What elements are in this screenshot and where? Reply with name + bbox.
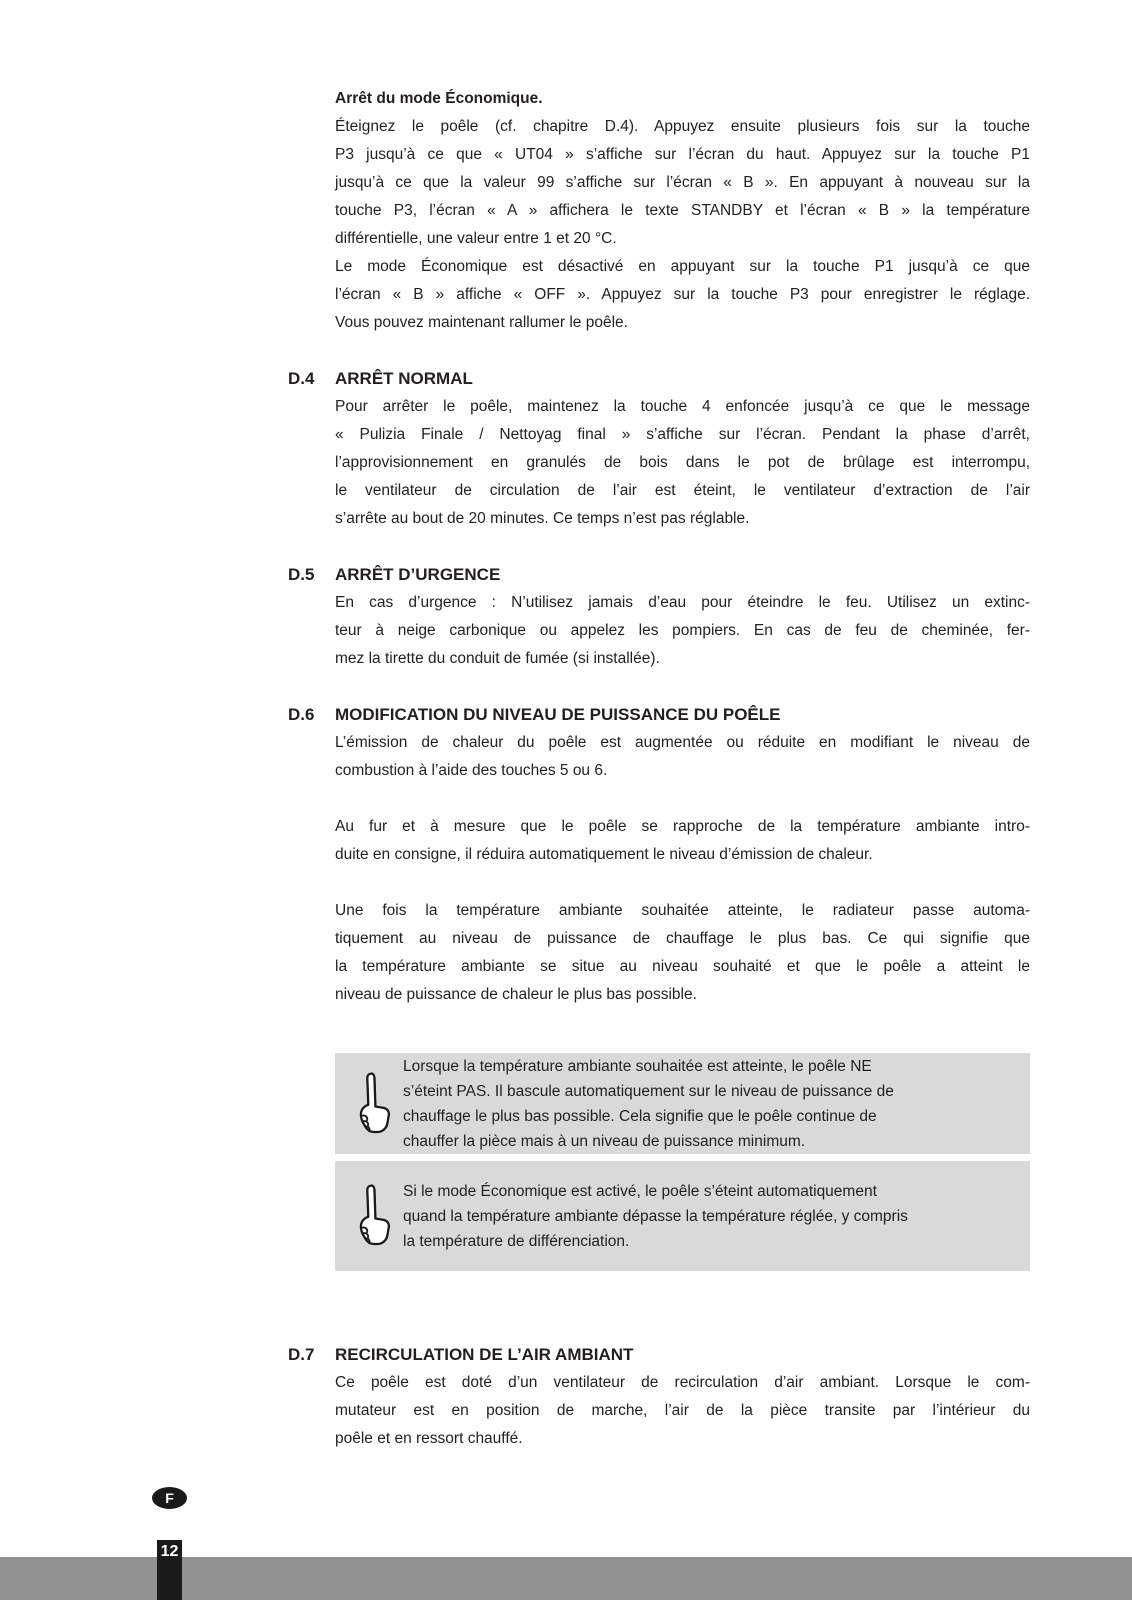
text-line: mez la tirette du conduit de fumée (si installée). [335,650,660,667]
text-line: L’émission de chaleur du poêle est augmentée ou réduite en modifiant le niveau de [335,734,1030,751]
page-number-tab [157,1540,182,1600]
section-heading [288,561,1030,589]
text-line: P3 jusqu’à ce que « UT04 » s’affiche sur l’écran du haut. Appuyez sur la touche P1 [335,146,1030,163]
text-line: chauffage le plus bas possible. Cela signifie que le poêle continue de [403,1107,877,1125]
text-line: s’arrête au bout de 20 minutes. Ce temps n’est pas réglable. [335,510,750,527]
page-number: 12 [160,1543,179,1560]
paragraph [335,1369,1030,1453]
section-d4 [288,365,1030,533]
paragraph [335,393,1030,533]
text-line: quand la température ambiante dépasse la température réglée, y compris [403,1207,908,1225]
text-line: chauffer la pièce mais à un niveau de puissance minimum. [403,1132,806,1150]
section-d5 [288,561,1030,673]
text-line: niveau de puissance de chaleur le plus bas possible. [335,986,697,1003]
text-line: jusqu’à ce que la valeur 99 s’affiche sur l’écran « B ». En appuyant à nouveau sur la [335,174,1030,191]
text-line: Vous pouvez maintenant rallumer le poêle. [335,314,628,331]
paragraph [335,813,1030,869]
text-line: Lorsque la température ambiante souhaitée est atteinte, le poêle NE [403,1057,872,1075]
text-line: Si le mode Économique est activé, le poêle s’éteint automatiquement [403,1182,877,1200]
section-heading [288,1341,1030,1369]
note-box [335,1161,1030,1271]
section-body [288,1369,1030,1453]
note-boxes [288,1053,1030,1271]
text-line: « Pulizia Finale / Nettoyag final » s’affiche sur l’écran. Pendant la phase d’arrêt, [335,426,1030,443]
intro-heading: Arrêt du mode Économique. [335,90,543,107]
text-line: Au fur et à mesure que le poêle se rapproche de la température ambiante intro- [335,818,1030,835]
text-line: En cas d’urgence : N’utilisez jamais d’eau pour éteindre le feu. Utilisez un extinc- [335,594,1030,611]
page-content [288,85,1030,1453]
text-line: mutateur est en position de marche, l’air de la pièce transite par l’intérieur du [335,1402,1030,1419]
text-line: Ce poêle est doté d’un ventilateur de recirculation d’air ambiant. Lorsque le com- [335,1374,1030,1391]
pointing-hand-icon [345,1071,403,1137]
text-line: Pour arrêter le poêle, maintenez la touche 4 enfoncée jusqu’à ce que le message [335,398,1030,415]
text-line: Éteignez le poêle (cf. chapitre D.4). Appuyez ensuite plusieurs fois sur la touche [335,118,1030,135]
note-text [403,1179,1012,1254]
intro-block [288,85,1030,337]
text-line: touche P3, l’écran « A » affichera le texte STANDBY et l’écran « B » la température [335,202,1030,219]
text-line: poêle et en ressort chauffé. [335,1430,523,1447]
note-box [335,1053,1030,1154]
section-heading [288,365,1030,393]
section-label: D.4 [288,369,315,388]
paragraph [335,589,1030,673]
text-line: Le mode Économique est désactivé en appuyant sur la touche P1 jusqu’à ce que [335,258,1030,275]
paragraph [335,897,1030,1009]
section-heading [288,701,1030,729]
paragraph [335,729,1030,785]
section-title: ARRÊT D’URGENCE [335,565,501,584]
text-line: s’éteint PAS. Il bascule automatiquement sur le niveau de puissance de [403,1082,894,1100]
section-title: MODIFICATION DU NIVEAU DE PUISSANCE DU POÊLE [335,705,781,724]
text-line: différentielle, une valeur entre 1 et 20 °C. [335,230,617,247]
language-badge: F [152,1487,187,1509]
text-line: combustion à l’aide des touches 5 ou 6. [335,762,608,779]
paragraph [335,113,1030,253]
text-line: duite en consigne, il réduira automatiquement le niveau d’émission de chaleur. [335,846,873,863]
text-line: le ventilateur de circulation de l’air est éteint, le ventilateur d’extraction de l’air [335,482,1030,499]
section-d6 [288,701,1030,1009]
paragraph [335,253,1030,337]
text-line: l’approvisionnement en granulés de bois dans le pot de brûlage est interrompu, [335,454,1030,471]
section-label: D.6 [288,705,315,724]
text-line: la température de différenciation. [403,1232,630,1250]
text-line: tiquement au niveau de puissance de chauffage le plus bas. Ce qui signifie que [335,930,1030,947]
section-title: RECIRCULATION DE L’AIR AMBIANT [335,1345,634,1364]
section-body [288,393,1030,533]
section-body [288,589,1030,673]
section-body [288,729,1030,1009]
pointing-hand-icon [345,1183,403,1249]
note-text [403,1054,1012,1154]
section-title: ARRÊT NORMAL [335,369,473,388]
text-line: l’écran « B » affiche « OFF ». Appuyez sur la touche P3 pour enregistrer le réglage. [335,286,1030,303]
section-label: D.5 [288,565,315,584]
text-line: Une fois la température ambiante souhaitée atteinte, le radiateur passe automa- [335,902,1030,919]
section-label: D.7 [288,1345,315,1364]
section-d7 [288,1341,1030,1453]
text-line: teur à neige carbonique ou appelez les pompiers. En cas de feu de cheminée, fer- [335,622,1030,639]
text-line: la température ambiante se situe au niveau souhaité et que le poêle a atteint le [335,958,1030,975]
